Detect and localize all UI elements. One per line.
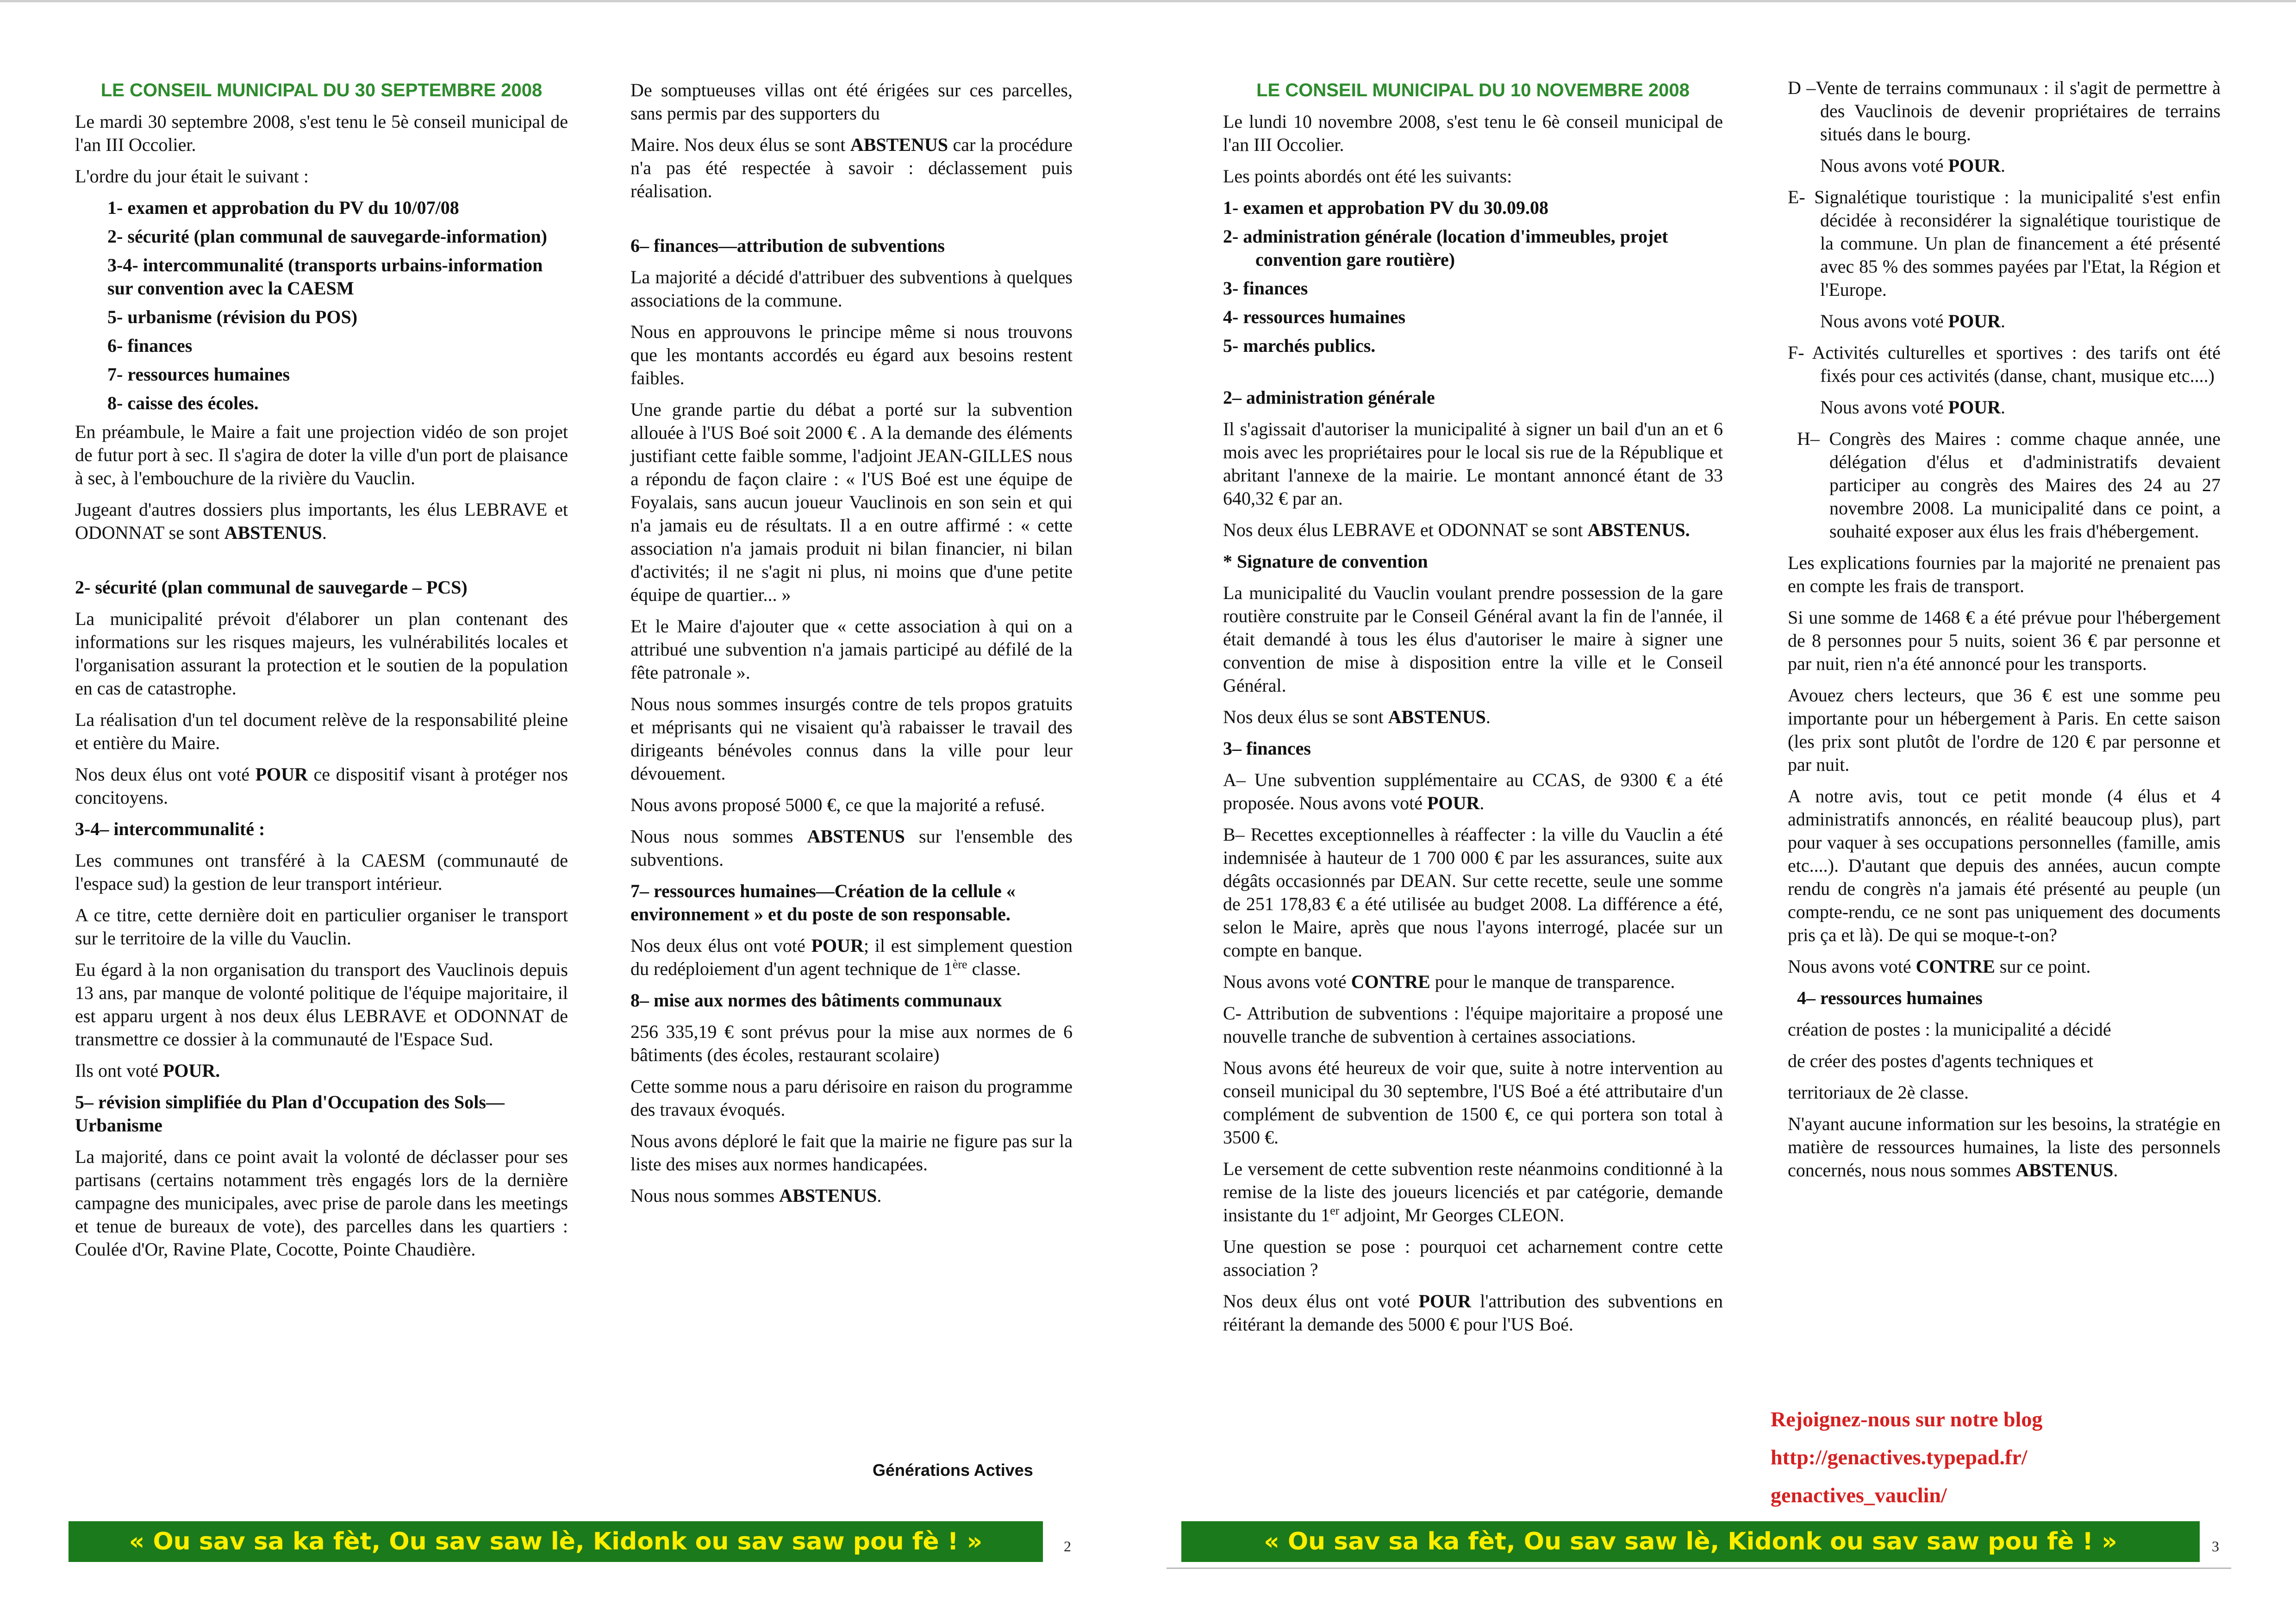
page3-title: LE CONSEIL MUNICIPAL DU 10 NOVEMBRE 2008 (1256, 80, 1690, 100)
text-run: Nous avons voté (1223, 971, 1351, 992)
text-run: Nous avons voté (1820, 311, 1948, 331)
text-run: N'ayant aucune information sur les besoins, la stratégie en matière de ressources humaines, la liste des personnels concernés, nous nous sommes (1788, 1113, 2221, 1181)
text-run: Nous avons voté (1788, 956, 1916, 977)
section-heading: 4– ressources humaines (1797, 987, 1983, 1008)
paragraph: territoriaux de 2è classe. (1788, 1082, 1969, 1103)
paragraph: C- Attribution de subventions : l'équipe majoritaire a proposé une nouvelle tranche de subvention à certaines associations. (1223, 1003, 1723, 1047)
text-run: Nos deux élus se sont (1223, 706, 1388, 727)
vote-abstenus: ABSTENUS (2015, 1160, 2114, 1181)
text-run: Nos deux élus LEBRAVE et ODONNAT se sont (1223, 519, 1588, 540)
text-run: . (322, 522, 327, 543)
paragraph: Cette somme nous a paru dérisoire en raison du programme des travaux évoqués. (630, 1076, 1073, 1120)
signature: Générations Actives (873, 1461, 1033, 1480)
paragraph: Les communes ont transféré à la CAESM (communauté de l'espace sud) la gestion de leur transport intérieur. (75, 850, 568, 894)
paragraph: Nous avons été heureux de voir que, suite à notre intervention au conseil municipal du 30 septembre, l'US Boé a été attributaire d'un complément de subvention de 1500 €, ce qui portera son total à 3500 €. (1223, 1057, 1723, 1148)
list-item: 5- marchés publics. (1223, 335, 1376, 356)
paragraph: E- Signalétique touristique : la municipalité s'est enfin décidée à reconsidérer la signalétique touristique de la commune. Un plan de financement a été présenté avec 85 % des sommes payées par l'Etat, la Région et l'Europe. (1788, 187, 2221, 300)
section-heading: * Signature de convention (1223, 551, 1428, 572)
page-number: 2 (1064, 1538, 1071, 1555)
paragraph: La municipalité prévoit d'élaborer un plan contenant des informations sur les risques majeurs, les vulnérabilités locales et l'organisation assurant la protection et le soutien de la population en cas de catastrophe. (75, 608, 568, 699)
vote-abstenus: ABSTENUS (807, 826, 905, 847)
page2-column-1 (75, 79, 568, 1269)
page3-intro: Le lundi 10 novembre 2008, s'est tenu le 6è conseil municipal de l'an III Occolier. (1223, 111, 1723, 155)
text-run: sur l'ensemble des subventions. (630, 826, 1073, 870)
text-run: Ils ont voté (75, 1060, 163, 1081)
text-run: l'attribution des subventions en réitérant la demande des 5000 € pour l'US Boé. (1223, 1291, 1723, 1335)
list-item: 3- finances (1223, 278, 1308, 299)
paragraph: Nous en approuvons le principe même si nous trouvons que les montants accordés eu égard aux besoins restent faibles. (630, 321, 1073, 388)
text-run: pour le manque de transparence. (1430, 971, 1675, 992)
paragraph (630, 825, 1073, 871)
paragraph: A ce titre, cette dernière doit en particulier organiser le transport sur le territoire de la ville du Vauclin. (75, 905, 568, 949)
text-run: . (2000, 397, 2005, 418)
paragraph: création de postes : la municipalité a décidé (1788, 1019, 2111, 1040)
vote-contre: CONTRE (1351, 971, 1430, 992)
paragraph: Nous avons proposé 5000 €, ce que la majorité a refusé. (630, 794, 1045, 815)
paragraph: Eu égard à la non organisation du transport des Vauclinois depuis 13 ans, par manque de volonté politique de l'équipe majoritaire, il est apparu urgent à nos deux élus LEBRAVE et ODONNAT de transmettre ce dossier à la communauté de l'Espace Sud. (75, 959, 568, 1049)
text-run: Nos deux élus ont voté (75, 764, 256, 785)
paragraph: Et le Maire d'ajouter que « cette association à qui on a attribué une subvention n'a jamais participé au défilé de la fête patronale ». (630, 616, 1073, 683)
vote-pour: POUR. (162, 1060, 220, 1081)
paragraph: Une question se pose : pourquoi cet acharnement contre cette association ? (1223, 1236, 1723, 1280)
list-item: 8- caisse des écoles. (107, 393, 259, 413)
section-heading: 3-4– intercommunalité : (75, 818, 265, 839)
list-item: 1- examen et approbation du PV du 10/07/08 (107, 197, 459, 218)
list-item: 3-4- intercommunalité (transports urbains-information sur convention avec la CAESM (107, 255, 543, 299)
vote-contre: CONTRE (1915, 956, 1995, 977)
text-run: Nos deux élus ont voté (1223, 1291, 1419, 1312)
paragraph: A notre avis, tout ce petit monde (4 élus et 4 administratifs annoncés, en réalité beaucoup plus), part pour vaquer à ses occupations personnelles (famille, amis etc....). D'autant que depuis des années, aucun compte rendu de congrès n'a jamais été présenté au peuple (un compte-rendu, ce ne sont pas uniquement des documents pris ça et là). De qui se moque-t-on? (1788, 786, 2221, 945)
section-heading: 7– ressources humaines—Création de la cellule « environnement » et du poste de son responsable. (630, 881, 1016, 924)
text-run: sur ce point. (1995, 956, 2091, 977)
page2-banner: « Ou sav sa ka fèt, Ou sav saw lè, Kidonk ou sav saw pou fè ! » (69, 1521, 1043, 1562)
text-run: car la procédure n'a pas été respectée à savoir : déclassement puis réalisation. (630, 134, 1073, 201)
vote-abstenus: ABSTENUS (779, 1185, 877, 1206)
list-item: 1- examen et approbation PV du 30.09.08 (1223, 197, 1549, 218)
vote-pour: POUR (1948, 155, 2001, 176)
text-run: Nous avons voté (1820, 155, 1948, 176)
text-run: ce dispositif visant à protéger nos concitoyens. (75, 764, 568, 808)
paragraph (1788, 154, 2221, 177)
paragraph: La municipalité du Vauclin voulant prendre possession de la gare routière construite par le Conseil Général avant la fin de l'année, il était demandé à tous les élus d'autoriser le maire à signer une convention de mise à disposition entre la ville et le Conseil Général. (1223, 582, 1723, 696)
list-item: 2- administration générale (location d'immeubles, projet convention gare routière) (1223, 226, 1668, 270)
paragraph (1223, 518, 1723, 542)
paragraph (630, 133, 1073, 203)
paragraph: H– Congrès des Maires : comme chaque année, une délégation d'élus et d'administratifs devaient participer au congrès des Maires des 24 au 27 novembre 2008. La municipalité dans ce point, a souhaité exposer aux élus les frais d'hébergement. (1797, 428, 2221, 542)
page3-column-1 (1223, 79, 1723, 1344)
section-heading: 6– finances—attribution de subventions (630, 235, 945, 256)
paragraph: Avouez chers lecteurs, que 36 € est une somme peu importante pour un hébergement à Paris. En cette saison (les prix sont plutôt de l'ordre de 120 € par personne et par nuit. (1788, 685, 2221, 775)
text-run: Nos deux élus ont voté (630, 935, 811, 956)
section-heading: 2– administration générale (1223, 387, 1435, 408)
paragraph: Une grande partie du débat a porté sur la subvention allouée à l'US Boé soit 2000 € . A la demande des éléments justifiant cette faible somme, l'adjoint JEAN-GILLES nous a répondu de façon claire : « l'US Boé est une équipe de Foyalais, sans aucun joueur Vauclinois en son sein et qui n'a jamais eu de résultats. Il a en outre affirmé : « cette association n'a jamais produit ni bilan financier, ni bilan d'activités; il ne s'agit ni plus, ni moins que d'une petite équipe de quartier... » (630, 399, 1073, 605)
list-item: 2- sécurité (plan communal de sauvegarde-information) (107, 226, 547, 247)
paragraph (75, 763, 568, 809)
text-run: . (2000, 155, 2005, 176)
list-item: 5- urbanisme (révision du POS) (107, 306, 358, 327)
paragraph (1223, 1290, 1723, 1336)
vote-abstenus: ABSTENUS (850, 134, 948, 155)
page2-intro: Le mardi 30 septembre 2008, s'est tenu le 5è conseil municipal de l'an III Occolier. (75, 111, 568, 155)
vote-pour: POUR (255, 764, 308, 785)
paragraph: D –Vente de terrains communaux : il s'agit de permettre à des Vauclinois de devenir propriétaires de terrains situés dans le bourg. (1788, 77, 2221, 144)
paragraph (1223, 706, 1723, 729)
paragraph: Si une somme de 1468 € a été prévue pour l'hébergement de 8 personnes pour 5 nuits, soient 36 € par personne et par nuit, rien n'a été annoncé pour les transports. (1788, 607, 2221, 674)
text-run: Nous avons voté (1820, 397, 1948, 418)
paragraph (75, 1059, 568, 1082)
page2-column-2 (630, 79, 1073, 1216)
text-run: adjoint, Mr Georges CLEON. (1339, 1205, 1565, 1225)
blog-link[interactable]: http://genactives.typepad.fr/ (1771, 1445, 2028, 1469)
paragraph: Nous nous sommes insurgés contre de tels propos gratuits et méprisants qui ne visaient qu'à rabaisser le travail des dirigeants bénévoles connus dans la ville pour leur dévouement. (630, 693, 1073, 784)
paragraph: La majorité a décidé d'attribuer des subventions à quelques associations de la commune. (630, 267, 1073, 311)
text-run: . (2113, 1160, 2118, 1181)
paragraph (1223, 1157, 1723, 1227)
paragraph: 256 335,19 € sont prévus pour la mise aux normes de 6 bâtiments (des écoles, restaurant scolaire) (630, 1021, 1073, 1065)
page2-agenda-list (75, 196, 568, 415)
paragraph (75, 498, 568, 544)
paragraph: De somptueuses villas ont été érigées sur ces parcelles, sans permis par des supporters du (630, 80, 1073, 124)
vote-pour: POUR (1948, 311, 2001, 331)
text-run: . (1479, 793, 1485, 813)
paragraph (1788, 396, 2221, 419)
vote-pour: POUR (1948, 397, 2001, 418)
vote-abstenus: ABSTENUS. (1587, 519, 1690, 540)
page3-column-2 (1788, 76, 2221, 1190)
paragraph: Il s'agissait d'autoriser la municipalité à signer un bail d'un an et 6 mois avec les propriétaires pour le local sis rue de la République et abritant l'annexe de la mairie. Le montant annoncé étant de 33 640,32 € par an. (1223, 418, 1723, 509)
blog-link-continued[interactable]: genactives_vauclin/ (1771, 1483, 1947, 1507)
blog-promo (1771, 1400, 2042, 1514)
vote-pour: POUR (1418, 1291, 1471, 1312)
paragraph (1223, 970, 1723, 993)
page3-agenda-intro: Les points abordés ont été les suivants: (1223, 166, 1512, 187)
vote-abstenus: ABSTENUS (224, 522, 322, 543)
paragraph (1788, 1112, 2221, 1182)
paragraph: La réalisation d'un tel document relève de la responsabilité pleine et entière du Maire. (75, 709, 568, 753)
section-heading: 2- sécurité (plan communal de sauvegarde – PCS) (75, 577, 468, 598)
blog-heading: Rejoignez-nous sur notre blog (1771, 1407, 2043, 1431)
text-run: . (877, 1185, 882, 1206)
paragraph (630, 1184, 1073, 1207)
list-item: 7- ressources humaines (107, 364, 290, 385)
paragraph: B– Recettes exceptionnelles à réaffecter : la ville du Vauclin a été indemnisée à hauteur de 1 700 000 € par les assurances, suite aux dégâts occasionnés par DEAN. Sur cette recette, seule une somme de 251 178,83 € a été utilisée au budget 2008. La différence a été, selon le Maire, après que nous l'ayons interrogé, placée sur un compte en banque. (1223, 824, 1723, 961)
text-run: Nous nous sommes (630, 826, 807, 847)
vote-pour: POUR (811, 935, 864, 956)
paragraph (1788, 310, 2221, 333)
paragraph: Les explications fournies par la majorité ne prenaient pas en compte les frais de transport. (1788, 552, 2221, 596)
page2-title: LE CONSEIL MUNICIPAL DU 30 SEPTEMBRE 2008 (100, 80, 543, 100)
list-item: 4- ressources humaines (1223, 306, 1406, 327)
paragraph (1788, 955, 2221, 978)
paragraph (1223, 768, 1723, 815)
section-heading: 8– mise aux normes des bâtiments communaux (630, 990, 1002, 1011)
list-item: 6- finances (107, 335, 193, 356)
page-divider (1167, 1568, 2231, 1569)
text-run: ; il est simplement question du redéploiement d'un agent technique de 1 (630, 935, 1073, 979)
paragraph: En préambule, le Maire a fait une projection vidéo de son projet de futur port à sec. Il s'agira de doter la ville d'un port de plaisance à sec, à l'embouchure de la rivière du Vauclin. (75, 421, 568, 488)
text-run: Jugeant d'autres dossiers plus importants, les élus LEBRAVE et ODONNAT se sont (75, 499, 568, 543)
vote-pour: POUR (1427, 793, 1480, 813)
text-run: classe. (967, 958, 1021, 979)
text-run: Nous nous sommes (630, 1185, 780, 1206)
top-border (0, 0, 2296, 2)
text-run: . (1485, 706, 1491, 727)
paragraph: de créer des postes d'agents techniques et (1788, 1050, 2094, 1071)
section-heading: 3– finances (1223, 738, 1311, 759)
paragraph: F- Activités culturelles et sportives : des tarifs ont été fixés pour ces activités (danse, chant, musique etc....) (1788, 342, 2221, 386)
section-heading: 5– révision simplifiée du Plan d'Occupation des Sols—Urbanisme (75, 1092, 505, 1136)
text-run: Maire. Nos deux élus se sont (630, 134, 850, 155)
text-run: . (2000, 311, 2005, 331)
text-run: A– Une subvention supplémentaire au CCAS, de 9300 € a été proposée. Nous avons voté (1223, 769, 1723, 813)
text-run: Le versement de cette subvention reste néanmoins conditionné à la remise de la liste des joueurs licenciés et par catégorie, demande insistante du 1 (1223, 1158, 1723, 1225)
superscript: ère (952, 957, 967, 971)
page-number: 3 (2212, 1538, 2219, 1555)
paragraph: La majorité, dans ce point avait la volonté de déclasser pour ses partisans (certains notamment très engagés lors de la dernière campagne des municipales, avec prise de parole dans les meetings et tenue de bureaux de vote), des parcelles dans les quartiers : Coulée d'Or, Ravine Plate, Cocotte, Pointe Chaudière. (75, 1146, 568, 1260)
page2-agenda-intro: L'ordre du jour était le suivant : (75, 166, 309, 187)
paragraph (630, 934, 1073, 981)
vote-abstenus: ABSTENUS (1388, 706, 1486, 727)
superscript: er (1330, 1204, 1340, 1218)
page3-banner: « Ou sav sa ka fèt, Ou sav saw lè, Kidonk ou sav saw pou fè ! » (1181, 1521, 2200, 1562)
paragraph: Nous avons déploré le fait que la mairie ne figure pas sur la liste des mises aux normes handicapées. (630, 1131, 1073, 1174)
page3-agenda-list (1223, 196, 1723, 357)
